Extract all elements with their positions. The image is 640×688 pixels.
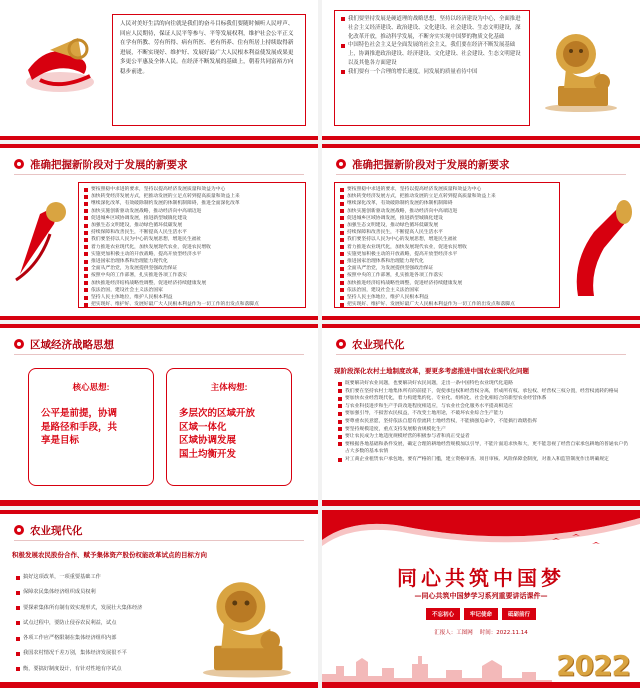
- divider: [14, 174, 304, 175]
- cover-subtitle: —同心共筑中国梦学习系列重要讲话课件—: [414, 592, 548, 600]
- bullet-square-icon: [340, 303, 344, 307]
- divider: [336, 174, 626, 175]
- cover-title: 同心共筑中国梦: [397, 566, 565, 590]
- list-item: [338, 380, 630, 388]
- list-item: [84, 287, 300, 294]
- list-item-text: 推进国家治理体系和治理能力现代化: [347, 259, 424, 265]
- slide-1[interactable]: [0, 0, 318, 140]
- list-item: [84, 222, 300, 229]
- main-concept-card: [166, 368, 292, 486]
- list-item: [84, 258, 300, 265]
- bullet-square-icon: [338, 389, 342, 393]
- slide3-list-box: [78, 182, 306, 308]
- cover-tag: 不忘初心: [426, 608, 460, 620]
- slide-6[interactable]: [322, 324, 640, 506]
- bullet-square-icon: [84, 216, 88, 220]
- bullet-square-icon: [340, 252, 344, 256]
- list-item-text: 要探索集体所有制有效实现形式，发展壮大集体经济: [23, 604, 143, 611]
- list-item: [338, 433, 630, 441]
- cover-tag: 砥砺前行: [502, 608, 536, 620]
- bullet-square-icon: [340, 288, 344, 292]
- list-item-text: 要让农民成为土地适度规模经营的积极参与者和真正受益者: [345, 434, 470, 440]
- bullet-square-icon: [84, 260, 88, 264]
- bullet-square-icon: [84, 296, 88, 300]
- list-item-text: 继续深化改革，有效破除制约发展的体制机制障碍，推进全面深化改革: [91, 201, 240, 207]
- list-item-text: 要尊重农民意愿，坚持依法自愿有偿流转土地经营权，不能搞强迫命令，不能搞行政瞎指挥: [345, 418, 537, 424]
- list-item: [16, 616, 186, 631]
- list-item: 中国特色社会主义是全面发展的社会主义，我们要在经济不断发展基础上，协调推进政治建设、经济建设、文化建设、社会建设、生态文明建设以及其他各方面建设: [341, 41, 523, 67]
- top-bar: [0, 324, 318, 328]
- list-item: [340, 272, 554, 279]
- list-item: [84, 244, 300, 251]
- slide-5[interactable]: [0, 324, 318, 506]
- slide-8-cover[interactable]: [322, 510, 640, 688]
- bullet-square-icon: [84, 267, 88, 271]
- list-item: 我们要坚持发展是硬道理的战略思想，坚持以经济建设为中心，全面推进社会主义经济建设、政治建设、文化建设、社会建设、生态文明建设，深化改革开放，推动科学发展，不断夯实实现中国梦的物质文化基础: [341, 15, 523, 41]
- bullet-square-icon: [340, 245, 344, 249]
- list-item: [16, 662, 186, 677]
- list-item: [84, 200, 300, 207]
- list-item-text: 加快转变经济发展方式，把推动发展的立足点转到提高质量和效益上来: [347, 194, 496, 200]
- list-item: [338, 388, 630, 396]
- slide-title: 准确把握新阶段对于发展的新要求: [30, 158, 188, 171]
- bullet-square-icon: [16, 667, 20, 671]
- slide-title: 区域经济战略思想: [30, 338, 114, 351]
- list-item: [340, 200, 554, 207]
- bullet-square-icon: [340, 188, 344, 192]
- list-item-text: 要按照稳中求进的要求，坚持以提高经济发展质量和效益为中心: [91, 187, 226, 192]
- bullet-square-icon: [340, 274, 344, 278]
- bullet-square-icon: [84, 209, 88, 213]
- list-item-text: 全面从严治党，为发展提供坚强政治保证: [347, 266, 434, 272]
- list-item: [340, 244, 554, 251]
- section-title: [14, 336, 114, 352]
- top-bar: [322, 324, 640, 328]
- list-item: [338, 426, 630, 434]
- card-line: 享是目标: [41, 435, 80, 446]
- bullet-square-icon: [84, 195, 88, 199]
- bottom-bar: [322, 500, 640, 506]
- card-line: 区域一体化: [179, 421, 227, 433]
- slide-subtitle: 现阶段深化农村土地制度改革，要更多考虑推进中国农业现代化问题: [334, 367, 529, 375]
- list-item-text: 实施更加积极主动的开放战略，提高开放型经济水平: [91, 251, 202, 257]
- card-line: 国土均衡开发: [179, 448, 237, 460]
- list-item: [16, 631, 186, 646]
- bullet-square-icon: [338, 404, 342, 408]
- list-item-text: 要加快农业经营现代化，着力构建集约化、专业化、组织化、社会化相结合的新型农业经营体系: [345, 396, 547, 402]
- trumpet-icon: [10, 194, 70, 288]
- list-item: [340, 265, 554, 272]
- slide-7[interactable]: [0, 510, 318, 688]
- bullet-dot-icon: [14, 525, 24, 535]
- bullet-square-icon: [340, 224, 344, 228]
- bullet-square-icon: [338, 420, 342, 424]
- list-item: [340, 229, 554, 236]
- bullet-square-icon: [340, 281, 344, 285]
- slide1-paragraph-box: [112, 14, 306, 126]
- slide2-list-box: [334, 10, 530, 126]
- cover-tag: 牢记使命: [464, 608, 498, 620]
- list-item-text: 把实现好、维护好、发展好最广大人民根本利益作为一切工作的出发点和落脚点: [91, 302, 259, 308]
- list-item: [340, 251, 554, 258]
- list-item-text: 推进国家治理体系和治理能力现代化: [91, 259, 168, 265]
- list-item: 我们要有一个合理的增长速度，同发展的质量看待中国: [341, 68, 523, 77]
- card-caption: 核心思想:: [72, 382, 110, 392]
- list-item: [338, 403, 630, 411]
- list-item-text: 促进城乡区域协调发展，推进新型城镇化建设: [347, 215, 443, 221]
- bullet-square-icon: [338, 427, 342, 431]
- list-item-text: 加快转变经济发展方式，把推动发展的立足点转到提高质量和效益上来: [91, 194, 240, 200]
- bullet-square-icon: [338, 382, 342, 386]
- trumpet-icon: [564, 192, 634, 306]
- card-line: 多层次的区域开放: [179, 408, 256, 419]
- bullet-square-icon: [340, 260, 344, 264]
- list-item: [340, 280, 554, 287]
- list-item-text: 加强生态文明建设，推动绿色循环低碳发展: [91, 223, 183, 229]
- list-item-text: 加快推进经济结构战略性调整，促进经济持续健康发展: [91, 280, 207, 286]
- list-item-text: 加快实施创新驱动发展战略，推动经济向中高端迈进: [347, 208, 458, 214]
- section-title: [14, 522, 83, 538]
- bullet-square-icon: [340, 195, 344, 199]
- list-item-text: 我们要坚持以人民为中心的发展思想，增进民生福祉: [91, 237, 202, 243]
- bullet-square-icon: [16, 637, 20, 641]
- bullet-square-icon: [84, 231, 88, 235]
- list-item: [84, 236, 300, 243]
- bottom-bar: [322, 136, 640, 140]
- bullet-square-icon: [84, 281, 88, 285]
- bullet-square-icon: [84, 274, 88, 278]
- list-item: [340, 236, 554, 243]
- list-item-text: 衡，要搞好制度设计，有针对性地有序试点: [23, 665, 122, 672]
- cover-meta: [322, 628, 640, 636]
- list-item: [338, 441, 630, 456]
- red-flag-banner: [322, 510, 640, 570]
- list-item-text: 持续保障和改善民生，不断提高人民生活水平: [91, 230, 187, 236]
- list-item-text: 各项工作应严格限制在集体经济组织内部: [23, 635, 117, 642]
- list-item: [84, 193, 300, 200]
- slide-subtitle: 积极发展农民股份合作、赋予集体资产股份权能改革试点的目标方向: [12, 551, 207, 559]
- reporter-text: 汇报人：工图网: [434, 630, 473, 636]
- slide-2[interactable]: [322, 0, 640, 140]
- list-item-text: 搞好这项改革，一项重要基础工作: [23, 574, 101, 580]
- golden-lion-icon: [192, 570, 302, 684]
- list-item-text: 依法治国，建设社会主义法治国家: [91, 287, 163, 293]
- list-item: [340, 294, 554, 301]
- card-caption: 主体构想:: [210, 382, 248, 392]
- slide-3[interactable]: [0, 144, 318, 320]
- slide4-list-box: [334, 182, 560, 308]
- list-item: [338, 395, 630, 403]
- list-item: [340, 222, 554, 229]
- bullet-square-icon: [340, 238, 344, 242]
- list-item: [338, 410, 630, 418]
- list-item: [84, 280, 300, 287]
- bullet-square-icon: [84, 252, 88, 256]
- list-item: [84, 215, 300, 222]
- top-bar: [0, 510, 318, 514]
- card-line: 公平是前提，协调: [41, 408, 118, 419]
- bullet-square-icon: [340, 267, 344, 271]
- slide-4[interactable]: [322, 144, 640, 320]
- bullet-dot-icon: [336, 339, 346, 349]
- time-text: 时间：2022.11.14: [479, 630, 528, 636]
- bullet-square-icon: [340, 202, 344, 206]
- bullet-square-icon: [84, 303, 88, 307]
- bullet-square-icon: [84, 245, 88, 249]
- bottom-bar: [0, 316, 318, 320]
- golden-lion-icon: [536, 24, 626, 118]
- list-item-text: 加快实施创新驱动发展战略，推动经济向中高端迈进: [91, 208, 202, 214]
- bullet-square-icon: [340, 231, 344, 235]
- list-item-text: 要根据各地基础和条件发展，确定合理的耕地经营规模加以引导，不能片面追求快和大，更不能忽视了经营自家承包耕地的普通农户仍占大多数的基本农情: [345, 441, 629, 455]
- list-item-text: 继续深化改革，有效破除制约发展的体制机制障碍: [347, 201, 453, 207]
- slide-title: 农业现代化: [30, 524, 83, 537]
- list-item-text: 我们要坚持以人民为中心的发展思想，增进民生福祉: [347, 237, 458, 243]
- list-item-text: 对工商企业租赁农户承包地，要有严格的门槛，建立资格审查、项目审核、风险保障金制度，对准入和监管制度作出明确规定: [345, 456, 609, 462]
- list-item-text: 按照中央的工作部署，扎实推进各项工作落实: [347, 273, 443, 279]
- list-item-text: 试点过程中，要防止侵吞农民利益，试点: [23, 619, 117, 626]
- divider: [14, 540, 304, 541]
- list-item-text: 与农业科技进步和生产手段改进程度相适应，与农业社会化服务水平提高相适应: [345, 403, 513, 409]
- card-line: 区域协调发展: [179, 435, 237, 446]
- list-item-text: 坚持人民主体地位，维护人民根本利益: [347, 295, 429, 301]
- bullet-square-icon: [340, 296, 344, 300]
- slide-title: 农业现代化: [352, 338, 405, 351]
- list-item: [16, 585, 186, 600]
- list-item-text: 我们要在坚持农村土地集体所有的前提下，促使承包权和经营权分离，形成所有权、承包权、经营权三权分置，经营权流转的格局: [345, 388, 619, 394]
- list-item-text: 持续保障和改善民生，不断提高人民生活水平: [347, 230, 443, 236]
- bottom-bar: [0, 136, 318, 140]
- bullet-square-icon: [84, 224, 88, 228]
- list-item: [338, 418, 630, 426]
- list-item: [16, 646, 186, 661]
- list-item: [84, 265, 300, 272]
- bullet-square-icon: [16, 621, 20, 625]
- list-item: [340, 215, 554, 222]
- list-item: [84, 208, 300, 215]
- section-title: [14, 156, 188, 172]
- list-item: [340, 208, 554, 215]
- section-title: [336, 336, 405, 352]
- bottom-bar: [0, 682, 318, 688]
- list-item: [84, 294, 300, 301]
- divider: [14, 354, 304, 355]
- bullet-square-icon: [84, 288, 88, 292]
- list-item-text: 加快推进经济结构战略性调整，促进经济持续健康发展: [347, 280, 463, 286]
- list-item-text: 要按照稳中求进的要求，坚持以提高经济发展质量和效益为中心: [347, 187, 482, 192]
- bullet-square-icon: [338, 442, 342, 446]
- list-item-text: 着力推进农业现代化，加快发展现代农业，促进农民增收: [347, 244, 467, 250]
- list-item: [84, 301, 300, 308]
- bullet-dot-icon: [14, 339, 24, 349]
- list-item: [340, 186, 554, 193]
- list-item: [340, 258, 554, 265]
- top-bar: [0, 144, 318, 148]
- list-item-text: 加强生态文明建设，推动绿色循环低碳发展: [347, 223, 439, 229]
- slide1-paragraph: 人民对美好生活的向往就是我们的奋斗目标我们要随时倾听人民呼声、回应人民期待，保证人民平等参与、平等发展权利，维护社会公平正义在学有所教、劳有所得、病有所医、老有所养、住有所居上持续取得新进展，不断实现好、维护好、发展好最广大人民根本利益使发展成果更多更公平惠及全体人民。在经济不断发展的基础上，朝着共同富裕方向稳步前进。: [120, 21, 294, 75]
- bullet-square-icon: [16, 591, 20, 595]
- bullet-dot-icon: [336, 159, 346, 169]
- list-item-text: 要加强引导，不损害农民权益，不改变土地用途，不破坏农业综合生产能力: [345, 411, 504, 417]
- section-title: [336, 156, 510, 172]
- bullet-square-icon: [84, 238, 88, 242]
- list-item-text: 促进城乡区域协调发展，推进新型城镇化建设: [91, 215, 187, 221]
- bullet-square-icon: [16, 606, 20, 610]
- cover-year: 2022: [556, 649, 630, 682]
- bullet-square-icon: [84, 188, 88, 192]
- top-bar: [322, 144, 640, 148]
- list-item-text: 全面从严治党，为发展提供坚强政治保证: [91, 266, 178, 272]
- bullet-dot-icon: [14, 159, 24, 169]
- bullet-square-icon: [16, 576, 20, 580]
- list-item: [340, 287, 554, 294]
- bullet-square-icon: [84, 202, 88, 206]
- bullet-square-icon: [338, 435, 342, 439]
- list-item: [84, 229, 300, 236]
- list-item: [338, 456, 630, 464]
- bullet-square-icon: [338, 412, 342, 416]
- list-item-text: 坚持人民主体地位，维护人民根本利益: [91, 295, 173, 301]
- list-item: [340, 301, 554, 308]
- divider: [336, 354, 626, 355]
- bullet-square-icon: [338, 397, 342, 401]
- core-idea-card: [28, 368, 154, 486]
- slide-title: 准确把握新阶段对于发展的新要求: [352, 158, 510, 171]
- list-item-text: 我国农村情况千差万别，集体经济发展很不平: [23, 650, 127, 657]
- bottom-bar: [322, 316, 640, 320]
- bullet-square-icon: [340, 216, 344, 220]
- list-item: [84, 272, 300, 279]
- list-item-text: 依法治国，建设社会主义法治国家: [347, 287, 419, 293]
- list-item: [340, 193, 554, 200]
- cover-tags: [322, 608, 640, 620]
- list-item: [84, 251, 300, 258]
- bullet-square-icon: [340, 209, 344, 213]
- card-line: 是路径和手段，共: [41, 421, 118, 433]
- list-item-text: 把实现好、维护好、发展好最广大人民根本利益作为一切工作的出发点和落脚点: [347, 302, 515, 308]
- list-item-text: 按照中央的工作部署，扎实推进各项工作落实: [91, 273, 187, 279]
- bullet-square-icon: [338, 458, 342, 462]
- list-item-text: 既要解决好农业问题，也要解决好农民问题，走出一条中国特色农业现代化道路: [345, 381, 513, 386]
- list-item-text: 保障农民集体经济组织成员权利: [23, 589, 96, 596]
- list-item-text: 要坚持规模适度，重点支持发展粮食规模化生产: [345, 426, 446, 432]
- bullet-square-icon: [16, 652, 20, 656]
- list-item-text: 着力推进农业现代化，加快发展现代农业，促进农民增收: [91, 244, 211, 250]
- horn-ribbon-icon: [20, 30, 100, 104]
- list-item: [16, 601, 186, 616]
- list-item: [16, 570, 186, 585]
- list-item: [84, 186, 300, 193]
- list-item-text: 实施更加积极主动的开放战略，提高开放型经济水平: [347, 251, 458, 257]
- bottom-bar: [0, 500, 318, 506]
